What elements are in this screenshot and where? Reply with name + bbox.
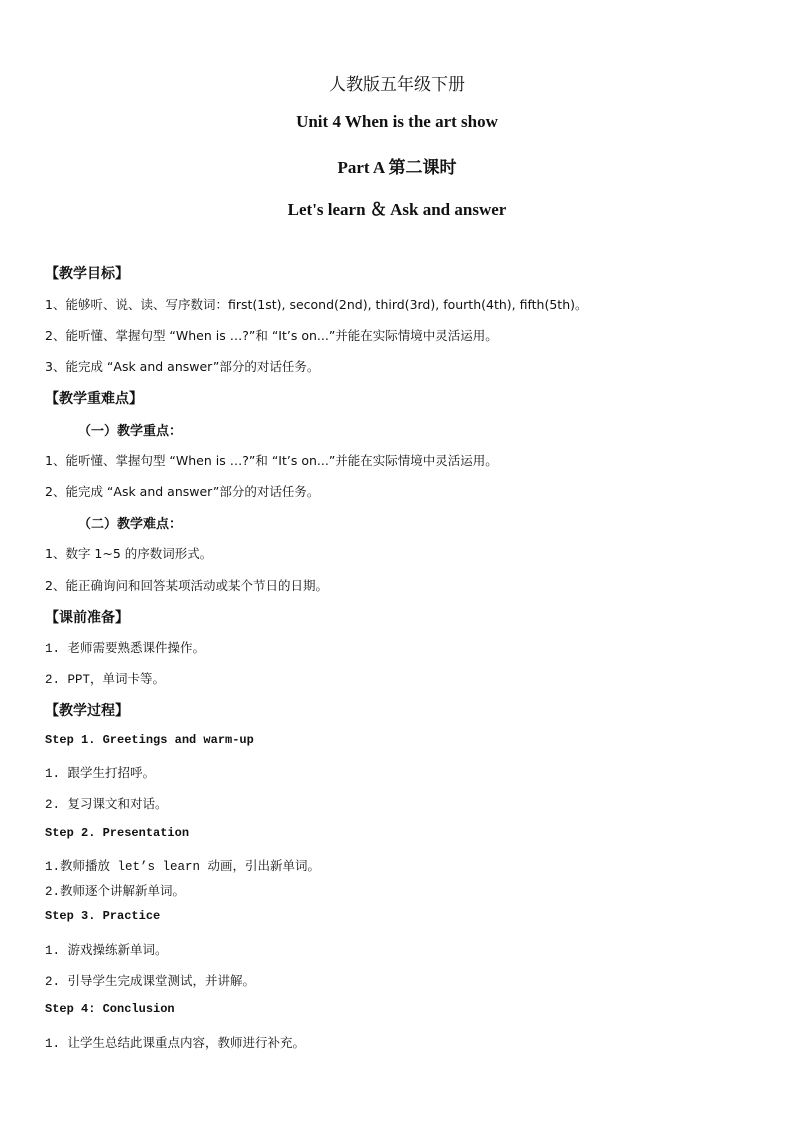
step-item: 1. 游戏操练新单词。: [45, 944, 168, 958]
step-item: 1. 跟学生打招呼。: [45, 767, 156, 781]
section-heading-process: 【教学过程】: [45, 703, 129, 719]
step-item: 2. 复习课文和对话。: [45, 798, 168, 812]
step-title: Step 3. Practice: [45, 909, 161, 923]
focus-item: 2、能完成 “Ask and answer”部分的对话任务。: [45, 484, 320, 499]
prep-item: 1. 老师需要熟悉课件操作。: [45, 642, 206, 656]
subheading-difficulty: （二）教学难点：: [78, 517, 183, 532]
goal-item: 1、能够听、说、读、写序数词：first(1st), second(2nd), third(3rd), fourth(4th), fifth(5th)。: [45, 297, 588, 312]
prep-item: 2. PPT，单词卡等。: [45, 673, 166, 687]
step-item: 2. 引导学生完成课堂测试，并讲解。: [45, 975, 256, 989]
goal-item: 3、能完成 “Ask and answer”部分的对话任务。: [45, 359, 320, 374]
lesson-title: Let's learn ＆ Ask and answer: [287, 200, 507, 219]
section-heading-goals: 【教学目标】: [45, 266, 129, 282]
focus-item: 1、能听懂、掌握句型 “When is …?”和 “It’s on...”并能在实际情境中灵活运用。: [45, 453, 498, 468]
unit-title: Unit 4 When is the art show: [296, 112, 498, 131]
part-title: Part A 第二课时: [337, 158, 457, 177]
difficulty-item: 2、能正确询问和回答某项活动或某个节日的日期。: [45, 578, 328, 593]
subheading-focus: （一）教学重点：: [78, 424, 183, 439]
step-title: Step 4: Conclusion: [45, 1002, 175, 1016]
step-item: 2.教师逐个讲解新单词。: [45, 885, 186, 899]
section-heading-keypoints: 【教学重难点】: [45, 391, 143, 407]
step-item: 1. 让学生总结此课重点内容，教师进行补充。: [45, 1037, 306, 1051]
section-heading-prep: 【课前准备】: [45, 610, 129, 626]
goal-item: 2、能听懂、掌握句型 “When is …?”和 “It’s on...”并能在实际情境中灵活运用。: [45, 328, 498, 343]
step-item: 1.教师播放 let’s learn 动画，引出新单词。: [45, 860, 321, 874]
step-title: Step 2. Presentation: [45, 826, 190, 840]
step-title: Step 1. Greetings and warm-up: [45, 733, 254, 747]
doc-title: 人教版五年级下册: [329, 75, 465, 95]
difficulty-item: 1、数字 1~5 的序数词形式。: [45, 546, 213, 561]
